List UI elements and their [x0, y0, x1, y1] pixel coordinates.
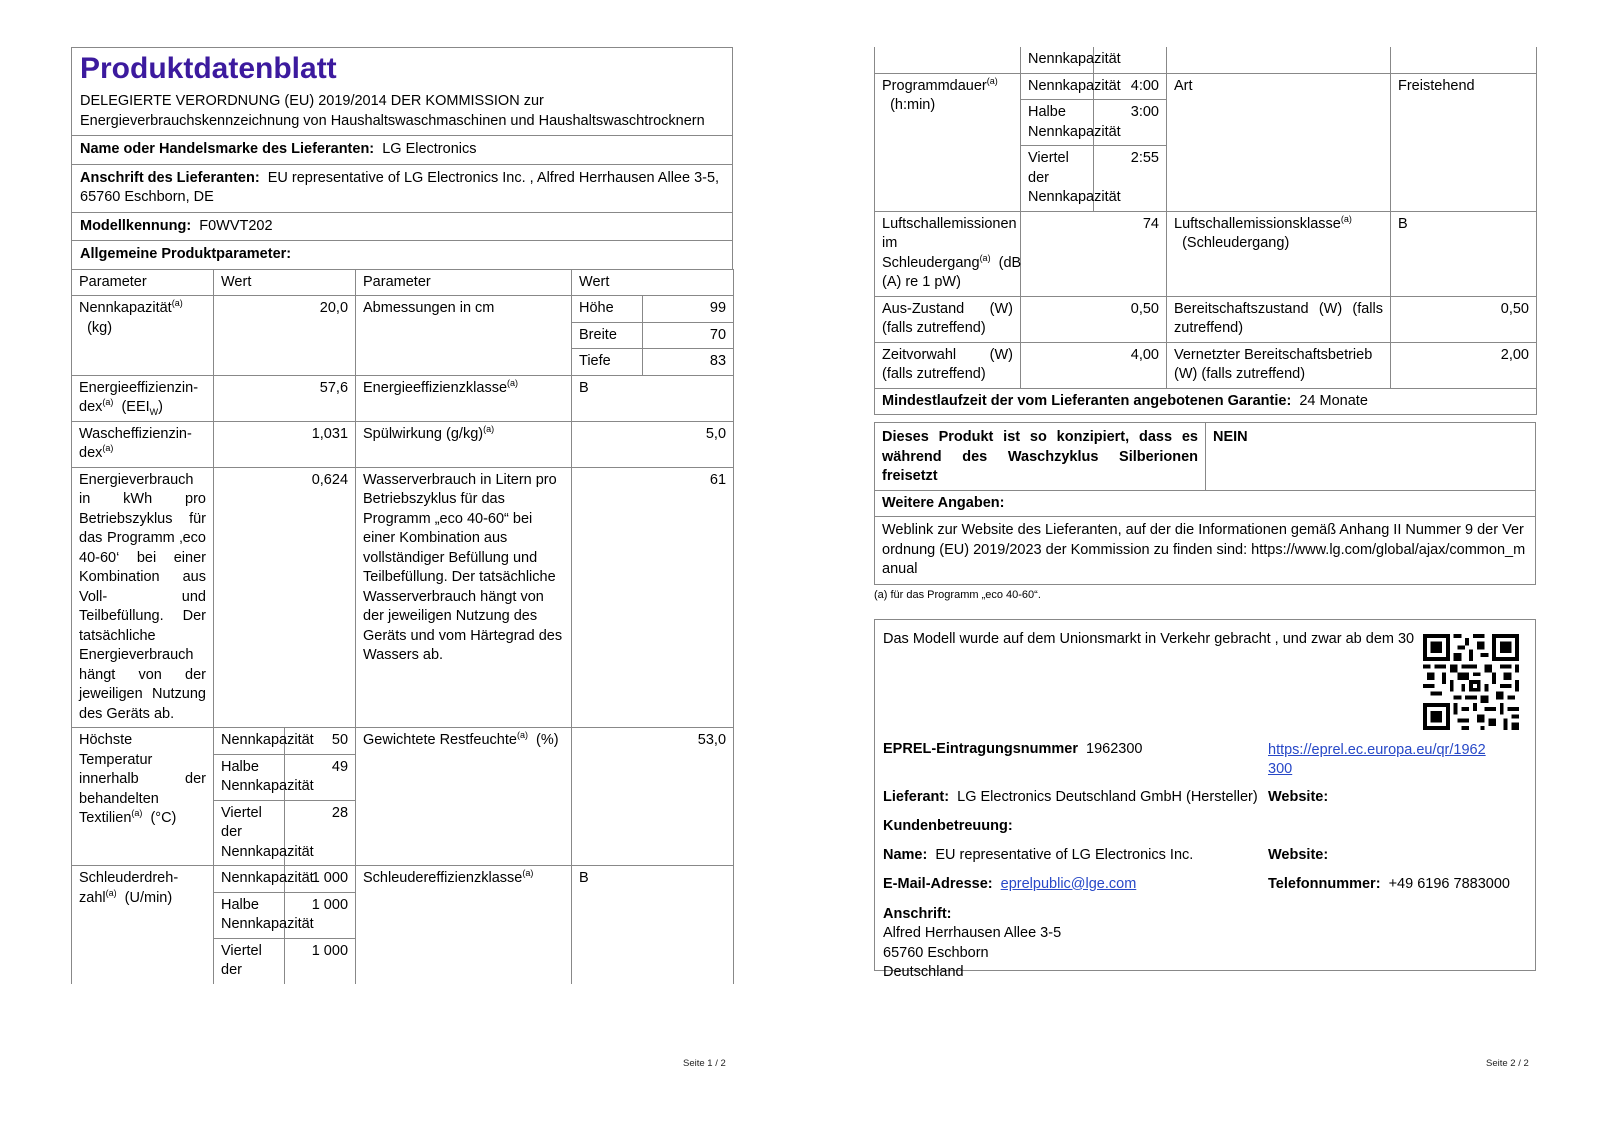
- name-line: [883, 847, 1193, 863]
- address-line-3: Deutschland: [883, 964, 964, 980]
- supplier-line: [883, 789, 1258, 805]
- off-mode-value: 0,50: [1021, 296, 1167, 342]
- duration-half-value: 3:00: [1094, 100, 1167, 146]
- load-full-label: Nennkapazität: [1021, 47, 1094, 73]
- type-label: Art: [1167, 73, 1391, 211]
- table-row: [875, 73, 1537, 100]
- energy-consumption-value: 0,624: [214, 467, 356, 728]
- page-2: [874, 47, 1536, 980]
- page-title: Produktdatenblatt: [80, 52, 337, 85]
- residual-label: Gewichtete Restfeuchte$^{(a)}$ (%): [356, 728, 572, 866]
- silver-ion-value: NEIN: [1206, 423, 1536, 491]
- temp-half-value: 49: [285, 754, 356, 800]
- address-line-1: Alfred Herrhausen Allee 3-5: [883, 925, 1062, 941]
- delay-start-label: Zeitvorwahl (W) (falls zutreffend): [875, 342, 1021, 388]
- general-params-row: [72, 241, 732, 269]
- standby-label: Bereitschaftszustand (W) (falls zutreffend): [1167, 296, 1391, 342]
- supplier-label: Lieferant:: [883, 788, 950, 805]
- max-temp-label: Höchste Temperatur innerhalb der behandelten Textilien$^{(a)}$ (°C): [72, 728, 214, 866]
- col-header-param: Parameter: [356, 269, 572, 296]
- weblink-text: Weblink zur Website des Lieferanten, auf der die Informationen gemäß Anhang II Nummer 9 der Verordnung (EU) 2019/2023 der Kommission zu finden sind: https://www.lg.com/global/ajax/common_manual: [875, 517, 1536, 585]
- rated-capacity-label: Nennkapazität$^{(a)}$ (kg): [72, 296, 214, 376]
- supplier-address-row: [72, 165, 732, 213]
- phone-line: [1268, 876, 1510, 892]
- col-header-value: Wert: [214, 269, 356, 296]
- market-date-text: Das Modell wurde auf dem Unionsmarkt in Verkehr gebracht , und zwar ab dem 30: [883, 630, 1415, 647]
- general-params-label: Allgemeine Produktparameter:: [80, 246, 292, 262]
- eprel-box: [874, 619, 1536, 980]
- eprel-link[interactable]: https://eprel.ec.europa.eu/qr/1962300: [1268, 741, 1486, 777]
- spin-class-label: Schleudereffizienzklasse$^{(a)}$: [356, 866, 572, 984]
- water-consumption-label: Wasserverbrauch in Litern pro Betriebszyklus für das Programm „eco 40-60“ bei einer Kombination aus vollständiger Befüllung und Teilbefüllung. Der tatsächliche Wasserverbrauch hängt von der jeweiligen Nutzung des Geräts und vom Härtegrad des Wassers ab.: [356, 467, 572, 728]
- off-mode-label: Aus-Zustand (W) (falls zutreffend): [875, 296, 1021, 342]
- supplier-address-label: Anschrift des Lieferanten:: [80, 169, 260, 186]
- supplier-name-value: LG Electronics: [382, 141, 477, 157]
- table-row: [875, 490, 1536, 517]
- table-header-row: [72, 269, 734, 296]
- address-block: [883, 905, 1061, 983]
- rinse-label: Spülwirkung $(g/kg)^{(a)}$: [356, 421, 572, 467]
- network-standby-label: Vernetzter Bereitschaftsbetrieb (W) (falls zutreffend): [1167, 342, 1391, 388]
- warranty-value: 24 Monate: [1299, 392, 1368, 409]
- noise-value: 74: [1021, 211, 1167, 296]
- eprel-link-block: [1268, 741, 1493, 780]
- table-row: [875, 296, 1537, 342]
- email-line: [883, 876, 1136, 892]
- silver-ion-table: [874, 422, 1536, 585]
- network-standby-value: 2,00: [1391, 342, 1537, 388]
- empty-cell: [1167, 47, 1391, 73]
- noise-label: Luftschallemissionen im Schleudergang$^{(a)}$ (dB (A) re 1 pW): [875, 211, 1021, 296]
- standby-value: 0,50: [1391, 296, 1537, 342]
- supplier-address-value: EU representative of LG Electronics Inc. , Alfred Herrhausen Allee 3-5, 65760 Eschborn, DE: [80, 169, 720, 205]
- eei-value: 57,6: [214, 375, 356, 421]
- duration-full-value: 4:00: [1094, 73, 1167, 100]
- table-row: [875, 423, 1536, 491]
- rated-capacity-value: 20,0: [214, 296, 356, 376]
- table-row: [72, 421, 734, 467]
- page-number: Seite 1 / 2: [683, 1058, 726, 1069]
- phone-label: Telefonnummer:: [1268, 875, 1381, 892]
- table-row: [875, 342, 1537, 388]
- water-consumption-value: 61: [572, 467, 734, 728]
- load-half-label: Halbe Nennkapazität: [214, 892, 285, 938]
- email-label: E-Mail-Adresse:: [883, 875, 993, 892]
- address-line-2: 65760 Eschborn: [883, 944, 989, 961]
- noise-class-label: Luftschallemissionsklasse$^{(a)}$ (Schleudergang): [1167, 211, 1391, 296]
- model-label: Modellkennung:: [80, 217, 192, 234]
- header-box: [71, 47, 733, 270]
- regulation-text: DELEGIERTE VERORDNUNG (EU) 2019/2014 DER KOMMISSION zur Energieverbrauchskennzeichnung von Haushaltswaschmaschinen und Haushaltswaschtrocknern: [72, 92, 732, 136]
- depth-value: 83: [643, 349, 734, 376]
- model-row: [72, 213, 732, 242]
- model-value: F0WVT202: [199, 217, 273, 234]
- website-label-2: Website:: [1268, 846, 1329, 863]
- table-row: [875, 47, 1537, 73]
- depth-label: Tiefe: [572, 349, 643, 376]
- qr-code-icon: [1423, 634, 1519, 730]
- website-label: Website:: [1268, 788, 1329, 805]
- residual-value: 53,0: [572, 728, 734, 866]
- load-half-label: Halbe Nennkapazität: [1021, 100, 1094, 146]
- supplier-name-label: Name oder Handelsmarke des Lieferanten:: [80, 141, 375, 157]
- energy-class-label: Energieeffizienzklasse$^{(a)}$: [356, 375, 572, 421]
- footnote: (a) für das Programm „eco 40-60“.: [874, 588, 1041, 601]
- email-link[interactable]: eprelpublic@lge.com: [1000, 875, 1137, 892]
- phone-value: +49 6196 7883000: [1388, 875, 1510, 892]
- load-quarter-label: Viertel der Nennkapazität: [1021, 146, 1094, 212]
- dimensions-label: Abmessungen in cm: [356, 296, 572, 376]
- eprel-number-block: [883, 741, 1253, 757]
- wei-label: Wascheffizienzin- dex$^{(a)}$: [72, 421, 214, 467]
- table-row: [875, 517, 1536, 585]
- load-full-label: Nennkapazität: [214, 728, 285, 755]
- duration-quarter-value: 2:55: [1094, 146, 1167, 212]
- spin-half-value: 1 000: [285, 892, 356, 938]
- name-label: Name:: [883, 846, 928, 863]
- spin-class-value: B: [572, 866, 734, 984]
- page-1: [71, 47, 733, 984]
- eei-label: Energieeffizienzin- dex$^{(a)}$ $(EEI_W)$: [72, 375, 214, 421]
- temp-quarter-value: 28: [285, 800, 356, 866]
- load-quarter-label: Viertel der Nennkapazität: [214, 800, 285, 866]
- warranty-label: Mindestlaufzeit der vom Lieferanten angebotenen Garantie:: [882, 392, 1292, 409]
- supplier-name-row: [72, 136, 732, 165]
- empty-cell: [875, 47, 1021, 73]
- height-label: Höhe: [572, 296, 643, 323]
- page-number: Seite 2 / 2: [1486, 1058, 1529, 1069]
- temp-full-value: 50: [285, 728, 356, 755]
- name-value: EU representative of LG Electronics Inc.: [935, 846, 1194, 863]
- spin-full-value: 1 000: [285, 866, 356, 893]
- table-row: [72, 375, 734, 421]
- eprel-label: EPREL-Eintragungsnummer: [883, 740, 1078, 757]
- delay-start-value: 4,00: [1021, 342, 1167, 388]
- load-quarter-label: Viertel der: [214, 938, 285, 984]
- eprel-number: 1962300: [1086, 740, 1143, 757]
- energy-class-value: B: [572, 375, 734, 421]
- more-info-label: Weitere Angaben:: [875, 490, 1536, 517]
- load-half-label: Halbe Nennkapazität: [214, 754, 285, 800]
- table-row: [72, 728, 734, 755]
- noise-class-value: B: [1391, 211, 1537, 296]
- energy-consumption-label: Energieverbrauch in kWh pro Betriebszyklus für das Programm ‚eco 40-60‘ bei einer Kombination aus Voll- und Teilbefüllung. Der tatsächliche Energieverbrauch hängt von der jeweiligen Nutzung des Geräts ab.: [72, 467, 214, 728]
- table-row: [72, 296, 734, 323]
- params-table: [71, 269, 734, 984]
- height-value: 99: [643, 296, 734, 323]
- empty-cell: [1391, 47, 1537, 73]
- spin-quarter-value: 1 000: [285, 938, 356, 984]
- params-table-continued: [874, 47, 1537, 415]
- table-row: [72, 866, 734, 893]
- table-row: [875, 388, 1537, 415]
- customer-service-label: Kundenbetreuung:: [883, 817, 1013, 834]
- rinse-value: 5,0: [572, 421, 734, 467]
- col-header-value: Wert: [572, 269, 734, 296]
- wei-value: 1,031: [214, 421, 356, 467]
- spin-label: Schleuderdreh- zahl$^{(a)}$ (U/min): [72, 866, 214, 984]
- supplier-value: LG Electronics Deutschland GmbH (Hersteller): [957, 788, 1258, 805]
- load-full-label: Nennkapazität: [1021, 73, 1094, 100]
- width-value: 70: [643, 322, 734, 349]
- table-row: [875, 211, 1537, 296]
- load-full-label: Nennkapazität: [214, 866, 285, 893]
- col-header-param: Parameter: [72, 269, 214, 296]
- type-value: Freistehend: [1391, 73, 1537, 211]
- warranty-row: [875, 388, 1537, 415]
- silver-ion-label: Dieses Produkt ist so konzipiert, dass es während des Waschzyklus Silberionen freisetzt: [875, 423, 1206, 491]
- width-label: Breite: [572, 322, 643, 349]
- duration-label: Programmdauer$^{(a)}$ (h:min): [875, 73, 1021, 211]
- table-row: [72, 467, 734, 728]
- address-label: Anschrift:: [883, 905, 952, 922]
